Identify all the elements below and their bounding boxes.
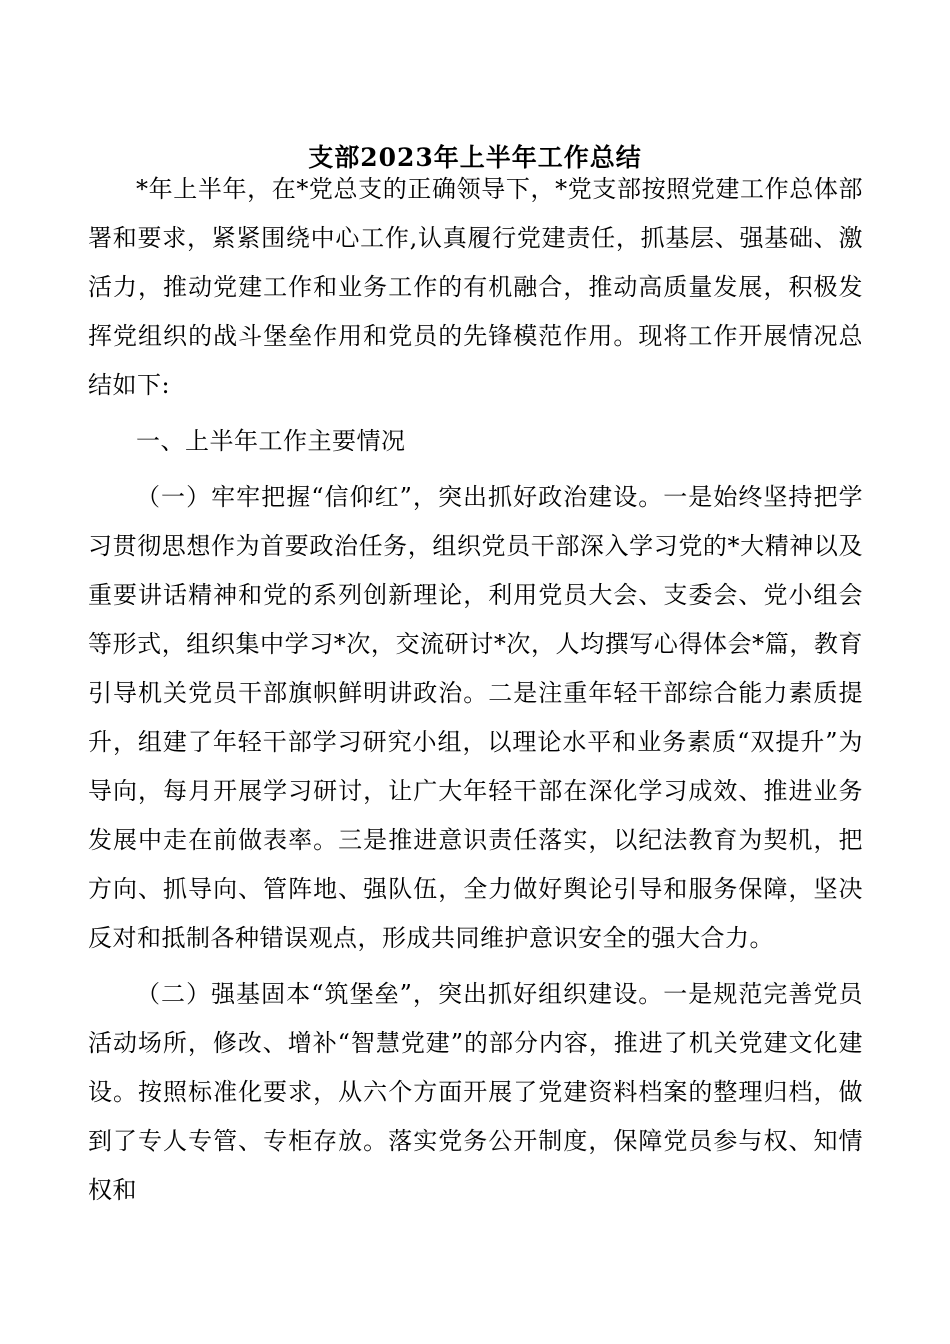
document-title: 支部2023年上半年工作总结: [308, 143, 642, 172]
intro-paragraph: *年上半年，在*党总支的正确领导下，*党支部按照党建工作总体部署和要求，紧紧围绕中心工作,认真履行党建责任，抓基层、强基础、激活力，推动党建工作和业务工作的有机融合，推动高质量发展，积极发挥党组织的战斗堡垒作用和党员的先锋模范作用。现将工作开展情况总结如下:: [88, 175, 863, 399]
document-body: [88, 165, 863, 1215]
paragraph-spacer: [88, 466, 863, 473]
organization-building-paragraph: （二）强基固本“筑堡垒”，突出抓好组织建设。一是规范完善党员活动场所，修改、增补“智慧党建”的部分内容，推进了机关党建文化建设。按照标准化要求，从六个方面开展了党建资料档案的整理归档，做到了专人专管、专柜存放。落实党务公开制度，保障党员参与权、知情权和: [88, 980, 863, 1204]
political-building-paragraph: （一）牢牢把握“信仰红”，突出抓好政治建设。一是始终坚持把学习贯彻思想作为首要政治任务，组织党员干部深入学习党的*大精神以及重要讲话精神和党的系列创新理论，利用党员大会、支委会、党小组会等形式，组织集中学习*次，交流研讨*次，人均撰写心得体会*篇，教育引导机关党员干部旗帜鲜明讲政治。二是注重年轻干部综合能力素质提升，组建了年轻干部学习研究小组，以理论水平和业务素质“双提升”为导向，每月开展学习研讨，让广大年轻干部在深化学习成效、推进业务发展中走在前做表率。三是推进意识责任落实，以纪法教育为契机，把方向、抓导向、管阵地、强队伍，全力做好舆论引导和服务保障，坚决反对和抵制各种错误观点，形成共同维护意识安全的强大合力。: [88, 483, 863, 952]
section-heading: 一、上半年工作主要情况: [136, 427, 406, 455]
paragraph-spacer: [88, 410, 863, 417]
paragraph-spacer: [88, 963, 863, 970]
